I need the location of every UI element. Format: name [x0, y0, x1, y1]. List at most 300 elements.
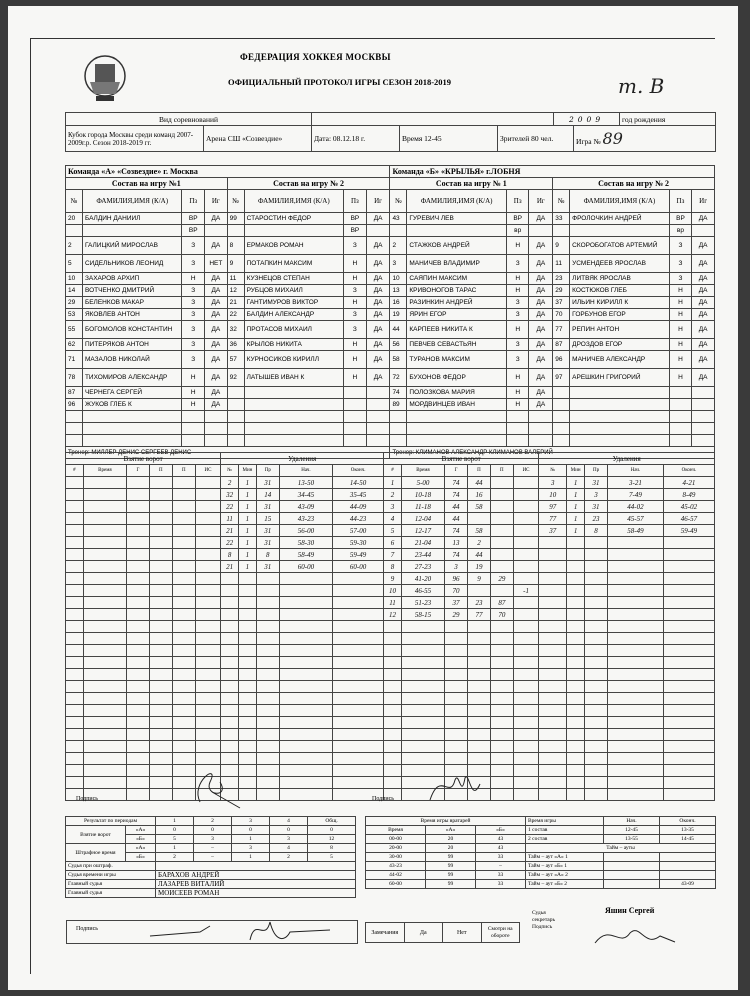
empty-cell: [570, 423, 669, 435]
b-goal-cell: [490, 645, 513, 657]
event-row: [66, 501, 715, 513]
b-goal-cell: [445, 753, 468, 765]
period-value: 4: [270, 844, 308, 853]
player-num: 32: [227, 321, 244, 339]
period-start: [604, 871, 660, 880]
player-pos: Н: [506, 285, 529, 297]
b-penalty-cell: [585, 645, 608, 657]
player-pos: З: [182, 321, 205, 339]
a-penalty-cell: 32: [221, 489, 239, 501]
player-pos: Н: [182, 369, 205, 387]
a-goal-cell: [83, 753, 126, 765]
a-penalty-cell: [279, 585, 332, 597]
a-goal-cell: [172, 573, 195, 585]
a-goal-cell: [66, 681, 84, 693]
goalie-cell: 43: [476, 844, 526, 853]
b-penalty-cell: [663, 681, 714, 693]
a-goal-cell: [195, 729, 221, 741]
period-summary-table: [65, 816, 356, 898]
player-play: ДА: [366, 309, 390, 321]
b-penalty-cell: [567, 741, 585, 753]
player-num: [227, 225, 244, 237]
b-goal-cell: [384, 741, 402, 753]
team-b-goals-title: Взятие ворот: [384, 453, 539, 465]
period-end: 13-35: [660, 826, 716, 835]
roster-empty-row: [66, 423, 715, 435]
a-goal-cell: [83, 717, 126, 729]
a-goal-cell: [127, 789, 150, 801]
b-penalty-cell: [585, 573, 608, 585]
a-penalty-cell: 1: [239, 537, 257, 549]
b-penalty-cell: 58-49: [607, 525, 663, 537]
a-penalty-cell: [239, 717, 257, 729]
player-play: [366, 387, 390, 399]
empty-cell: [66, 411, 83, 423]
b-goal-cell: 74: [445, 525, 468, 537]
b-penalty-cell: [663, 645, 714, 657]
a-goal-cell: [127, 633, 150, 645]
b-penalty-cell: [607, 753, 663, 765]
player-num: 99: [227, 213, 244, 225]
a-goal-cell: [172, 669, 195, 681]
b-goal-cell: [445, 657, 468, 669]
player-play: ДА: [205, 237, 228, 255]
summary-title: Результат по периодам: [66, 817, 156, 826]
empty-cell: [692, 411, 715, 423]
b-penalty-cell: 23: [585, 513, 608, 525]
empty-cell: [529, 423, 553, 435]
a-goal-cell: [149, 789, 172, 801]
a-goal-cell: [66, 777, 84, 789]
b-goal-cell: 12: [384, 609, 402, 621]
a-goal-cell: [127, 585, 150, 597]
official-name: БАРАХОВ АНДРЕЙ: [156, 871, 356, 880]
player-num: 10: [390, 273, 407, 285]
a-penalty-cell: [221, 657, 239, 669]
a-penalty-cell: [256, 585, 279, 597]
a-goal-cell: [149, 477, 172, 489]
b-goal-cell: [513, 753, 539, 765]
player-play: ДА: [205, 351, 228, 369]
a-goal-cell: [195, 573, 221, 585]
a-penalty-cell: [333, 765, 384, 777]
b-goal-cell: 74: [445, 477, 468, 489]
a-goal-cell: [83, 501, 126, 513]
a-goal-cell: [149, 657, 172, 669]
b-penalty-cell: 1: [567, 489, 585, 501]
b-penalty-cell: 3-21: [607, 477, 663, 489]
goalie-cell: 33: [476, 871, 526, 880]
player-pos: З: [669, 273, 692, 285]
b-goal-cell: [513, 645, 539, 657]
b-goal-cell: [468, 645, 491, 657]
b-goal-cell: 70: [490, 609, 513, 621]
player-num: 53: [66, 309, 83, 321]
b-goal-cell: [445, 693, 468, 705]
a-goal-cell: [149, 525, 172, 537]
b-penalty-cell: 3: [585, 489, 608, 501]
player-num: [553, 399, 570, 411]
official-label: Главный судья: [66, 889, 156, 898]
goal-col: ИС: [195, 465, 221, 477]
a-goal-cell: [127, 477, 150, 489]
player-pos: З: [506, 297, 529, 309]
a-goal-cell: [127, 501, 150, 513]
player-num: 62: [66, 339, 83, 351]
player-play: ДА: [205, 321, 228, 339]
period-start: Нач.: [604, 817, 660, 826]
a-penalty-cell: 31: [256, 537, 279, 549]
event-row: [66, 729, 715, 741]
goal-col: П: [490, 465, 513, 477]
a-penalty-cell: [279, 717, 332, 729]
match-time: Время 12-45: [400, 126, 498, 152]
a-goal-cell: [127, 741, 150, 753]
a-penalty-cell: [256, 741, 279, 753]
team-a-line2-title: Состав на игру № 2: [227, 178, 390, 190]
a-penalty-cell: [221, 573, 239, 585]
player-name: ПЕВЧЕВ СЕВАСТЬЯН: [407, 339, 506, 351]
a-penalty-cell: 22: [221, 501, 239, 513]
event-row: [66, 669, 715, 681]
player-name: СИДЕЛЬНИКОВ ЛЕОНИД: [82, 255, 181, 273]
roster-row: [66, 285, 715, 297]
b-goal-cell: [513, 489, 539, 501]
player-play: ДА: [692, 297, 715, 309]
player-name: КРИВОНОГОВ ТАРАС: [407, 285, 506, 297]
period-col: 2: [194, 817, 232, 826]
empty-cell: [244, 423, 343, 435]
a-penalty-cell: 14: [256, 489, 279, 501]
a-goal-cell: [83, 657, 126, 669]
b-goal-cell: [490, 729, 513, 741]
a-goal-cell: [66, 573, 84, 585]
a-goal-cell: [172, 525, 195, 537]
player-name: САЯПИН МАКСИМ: [407, 273, 506, 285]
a-goal-cell: [149, 585, 172, 597]
goal-col: Г: [127, 465, 150, 477]
player-name: [244, 399, 343, 411]
pen-col: Оконч.: [333, 465, 384, 477]
roster-row: [66, 213, 715, 225]
b-penalty-cell: [607, 741, 663, 753]
player-pos: ВР: [344, 225, 367, 237]
event-row: [66, 597, 715, 609]
player-play: ДА: [205, 387, 228, 399]
player-num: 96: [66, 399, 83, 411]
b-goal-cell: [490, 621, 513, 633]
b-goal-cell: [513, 501, 539, 513]
a-goal-cell: [195, 717, 221, 729]
b-penalty-cell: 1: [567, 513, 585, 525]
empty-cell: [570, 411, 669, 423]
a-goal-cell: [195, 501, 221, 513]
b-goal-cell: [401, 741, 444, 753]
a-goal-cell: [172, 477, 195, 489]
b-goal-cell: [401, 693, 444, 705]
b-goal-cell: [513, 477, 539, 489]
a-penalty-cell: 11: [221, 513, 239, 525]
player-pos: З: [182, 255, 205, 273]
a-penalty-cell: [256, 717, 279, 729]
player-play: ДА: [205, 213, 228, 225]
a-penalty-cell: [221, 669, 239, 681]
b-penalty-cell: 4-21: [663, 477, 714, 489]
a-penalty-cell: [279, 645, 332, 657]
player-num: 20: [66, 213, 83, 225]
b-goal-cell: [468, 681, 491, 693]
empty-cell: [669, 423, 692, 435]
b-penalty-cell: [607, 537, 663, 549]
summary-header: [66, 817, 356, 826]
empty-cell: [366, 423, 390, 435]
b-goal-cell: [513, 513, 539, 525]
a-penalty-cell: [256, 609, 279, 621]
b-penalty-cell: [567, 765, 585, 777]
player-num: 87: [66, 387, 83, 399]
goalie-col: «А»: [426, 826, 476, 835]
goalie-row: [366, 880, 526, 889]
event-row: [66, 765, 715, 777]
period-end: [660, 871, 716, 880]
a-penalty-cell: 1: [239, 549, 257, 561]
a-goal-cell: [66, 549, 84, 561]
b-goal-cell: [468, 669, 491, 681]
goal-col: #: [66, 465, 84, 477]
player-name: БОГОМОЛОВ КОНСТАНТИН: [82, 321, 181, 339]
empty-cell: [390, 423, 407, 435]
a-goal-cell: [195, 621, 221, 633]
player-pos: Н: [669, 309, 692, 321]
a-penalty-cell: 31: [256, 477, 279, 489]
a-goal-cell: [195, 657, 221, 669]
b-penalty-cell: [567, 633, 585, 645]
b-penalty-cell: [567, 753, 585, 765]
goalie-row: [366, 844, 526, 853]
player-play: ДА: [692, 351, 715, 369]
a-goal-cell: [66, 693, 84, 705]
b-goal-cell: [513, 621, 539, 633]
player-pos: З: [182, 351, 205, 369]
b-penalty-cell: 46-57: [663, 513, 714, 525]
a-goal-cell: [66, 741, 84, 753]
empty-cell: [205, 423, 228, 435]
pen-col: Мин: [567, 465, 585, 477]
player-num: [553, 225, 570, 237]
b-goal-cell: [513, 777, 539, 789]
a-goal-cell: [83, 573, 126, 585]
player-pos: З: [344, 237, 367, 255]
player-pos: З: [344, 321, 367, 339]
b-penalty-cell: 97: [539, 501, 567, 513]
player-pos: Н: [506, 237, 529, 255]
competition-name: Кубок города Москвы среди команд 2007-2009г.р. Сезон 2018-2019 гг.: [66, 126, 204, 152]
col-pz: Пз: [344, 190, 367, 213]
col-name: ФАМИЛИЯ,ИМЯ (К/А): [407, 190, 506, 213]
b-goal-cell: [513, 741, 539, 753]
a-goal-cell: [172, 489, 195, 501]
empty-cell: [407, 435, 506, 447]
b-goal-cell: 29: [490, 573, 513, 585]
b-penalty-cell: [585, 789, 608, 801]
b-penalty-cell: [539, 645, 567, 657]
goalie-cell: 60-00: [366, 880, 426, 889]
b-penalty-cell: [567, 729, 585, 741]
roster-row: [66, 387, 715, 399]
b-penalty-cell: [585, 681, 608, 693]
b-goal-cell: 6: [384, 537, 402, 549]
a-penalty-cell: 1: [239, 525, 257, 537]
a-penalty-cell: 58-30: [279, 537, 332, 549]
empty-cell: [205, 435, 228, 447]
player-pos: Н: [506, 399, 529, 411]
a-penalty-cell: 60-00: [279, 561, 332, 573]
event-row: [66, 777, 715, 789]
b-goal-cell: [384, 645, 402, 657]
a-goal-cell: [66, 765, 84, 777]
player-name: СТАЖКОВ АНДРЕЙ: [407, 237, 506, 255]
player-num: 29: [553, 285, 570, 297]
b-penalty-cell: [585, 753, 608, 765]
b-penalty-cell: 8-49: [663, 489, 714, 501]
player-pos: Н: [669, 321, 692, 339]
player-name: БАЛДИН АЛЕКСАНДР: [244, 309, 343, 321]
a-goal-cell: [195, 741, 221, 753]
player-play: ДА: [529, 351, 553, 369]
a-penalty-cell: [239, 693, 257, 705]
event-row: [66, 705, 715, 717]
goalie-title: Время игры вратарей: [366, 817, 526, 826]
event-row: [66, 717, 715, 729]
b-goal-cell: [513, 717, 539, 729]
period-label: Тайм – аут «А» 2: [526, 871, 604, 880]
b-goal-cell: [513, 657, 539, 669]
col-ig: Иг: [205, 190, 228, 213]
a-penalty-cell: [239, 633, 257, 645]
a-penalty-cell: 2: [221, 477, 239, 489]
remarks-table: [365, 922, 520, 943]
a-penalty-cell: 35-45: [333, 489, 384, 501]
b-goal-cell: [490, 561, 513, 573]
a-goal-cell: [149, 645, 172, 657]
player-num: 33: [553, 213, 570, 225]
player-pos: ВР: [669, 213, 692, 225]
pen-col: Мин: [239, 465, 257, 477]
b-penalty-cell: [567, 657, 585, 669]
b-penalty-cell: [539, 681, 567, 693]
a-goal-cell: [83, 693, 126, 705]
b-goal-cell: [490, 489, 513, 501]
event-row: [66, 585, 715, 597]
b-goal-cell: [384, 621, 402, 633]
player-name: ЛИТВЯК ЯРОСЛАВ: [570, 273, 669, 285]
player-pos: ВР: [506, 213, 529, 225]
a-penalty-cell: 31: [256, 525, 279, 537]
goalie-cell: 44-02: [366, 871, 426, 880]
empty-cell: [692, 435, 715, 447]
player-num: 56: [390, 339, 407, 351]
period-label: Тайм – аут «А» 1: [526, 853, 604, 862]
player-pos: Н: [344, 351, 367, 369]
b-penalty-cell: [567, 789, 585, 801]
b-goal-cell: [513, 573, 539, 585]
player-name: БЕЛЕНКОВ МАКАР: [82, 297, 181, 309]
a-goal-cell: [195, 561, 221, 573]
player-name: ИЛЬИН КИРИЛЛ К: [570, 297, 669, 309]
a-penalty-cell: [221, 693, 239, 705]
a-goal-cell: [83, 513, 126, 525]
goal-col: Г: [445, 465, 468, 477]
a-goal-cell: [172, 645, 195, 657]
a-goal-cell: [149, 705, 172, 717]
a-penalty-cell: [256, 681, 279, 693]
goalie-cell: 30-00: [366, 853, 426, 862]
a-penalty-cell: 1: [239, 513, 257, 525]
team-b-line1-title: Состав на игру № 1: [390, 178, 553, 190]
empty-cell: [570, 435, 669, 447]
a-goal-cell: [172, 729, 195, 741]
a-penalty-cell: [239, 597, 257, 609]
b-goal-cell: [513, 681, 539, 693]
team-b-title: Команда «Б» «КРЫЛЬЯ» г.ЛОБНЯ: [390, 166, 715, 178]
player-pos: З: [182, 309, 205, 321]
player-play: ДА: [529, 297, 553, 309]
a-goal-cell: [149, 597, 172, 609]
a-goal-cell: [83, 609, 126, 621]
roster-row: [66, 351, 715, 369]
a-penalty-cell: 15: [256, 513, 279, 525]
team-mark: «Б»: [126, 835, 156, 844]
a-goal-cell: [127, 681, 150, 693]
a-goal-cell: [149, 501, 172, 513]
player-num: 96: [553, 351, 570, 369]
team-b-coach: Тренер: КЛИМАНОВ АЛЕКСАНДР КЛИМАНОВ ВАЛЕРИЙ: [390, 447, 715, 459]
b-penalty-cell: [663, 669, 714, 681]
player-play: [366, 225, 390, 237]
period-value: 0: [308, 826, 356, 835]
player-name: ГОРБУНОВ ЕГОР: [570, 309, 669, 321]
a-goal-cell: [172, 537, 195, 549]
period-value: 1: [156, 844, 194, 853]
b-penalty-cell: [567, 561, 585, 573]
goalie-time-table: [365, 816, 526, 889]
a-goal-cell: [195, 645, 221, 657]
a-penalty-cell: 21: [221, 561, 239, 573]
player-pos: З: [344, 309, 367, 321]
a-penalty-cell: [333, 573, 384, 585]
a-penalty-cell: 57-00: [333, 525, 384, 537]
goalie-row: [366, 871, 526, 880]
player-pos: З: [506, 309, 529, 321]
a-goal-cell: [127, 489, 150, 501]
period-label: Тайм – аут «Б» 2: [526, 880, 604, 889]
a-penalty-cell: 1: [239, 501, 257, 513]
a-penalty-cell: [279, 621, 332, 633]
b-goal-cell: [490, 693, 513, 705]
b-goal-cell: [490, 657, 513, 669]
player-name: [82, 225, 181, 237]
b-penalty-cell: 1: [567, 525, 585, 537]
player-play: ДА: [205, 309, 228, 321]
event-row: [66, 549, 715, 561]
player-name: ЕРМАКОВ РОМАН: [244, 237, 343, 255]
game-label: Игра №: [576, 137, 601, 146]
referee-signature-a-icon: [190, 762, 250, 810]
player-play: ДА: [366, 321, 390, 339]
b-goal-cell: [490, 633, 513, 645]
player-pos: ВР: [344, 213, 367, 225]
b-penalty-cell: [663, 609, 714, 621]
